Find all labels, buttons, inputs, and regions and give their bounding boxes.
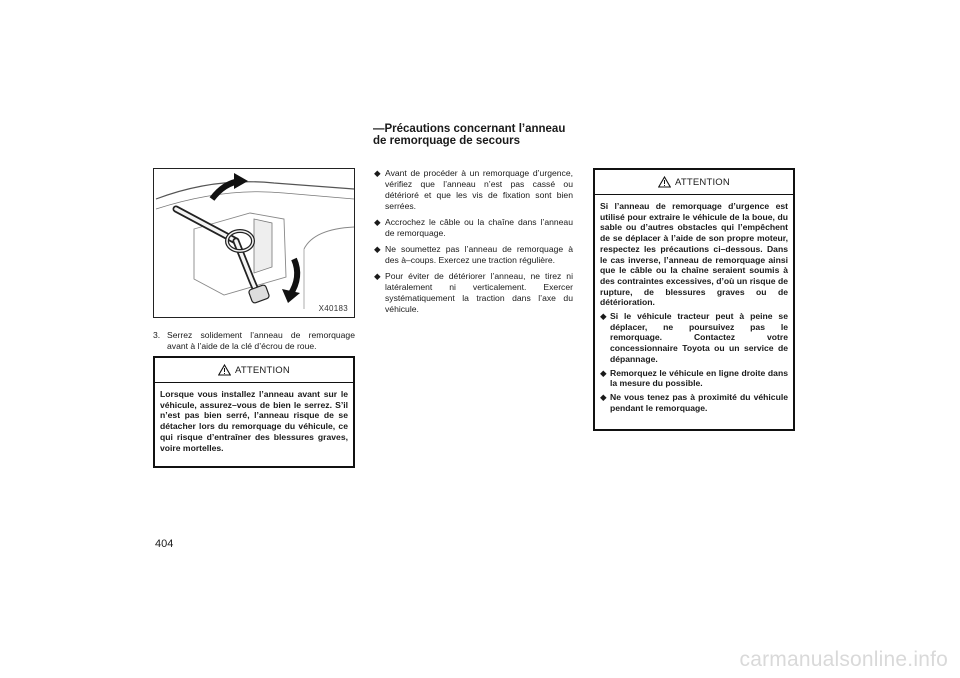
wrench-illustration bbox=[153, 168, 355, 318]
black-diamond-icon: ◆ bbox=[374, 271, 381, 281]
warning-intro: Si l’anneau de remorquage d’urgence est utilisé pour extraire le véhicule de la boue, du sable ou d’autres obstacles qui l’empêchent de se déplacer à l’aide de son propre moteur, respectez les précautions ci–dessous. Dans le cas inverse, l’anneau de remorquage ainsi que le câble ou la chaîne seraient soumis à des contraintes excessives, d’où un risque de rupture, de blessures graves ou de détérioration. bbox=[600, 201, 788, 308]
black-diamond-icon: ◆ bbox=[374, 217, 381, 227]
tow-eye-wrench-drawing bbox=[154, 169, 354, 317]
warning-header bbox=[155, 358, 353, 383]
black-diamond-icon: ◆ bbox=[600, 391, 607, 402]
warning-triangle-icon bbox=[658, 176, 671, 188]
section-heading: —Précautions concernant l’anneau de remorquage de secours bbox=[373, 123, 566, 148]
list-item: ◆ Remorquez le véhicule en ligne droite dans la mesure du possible. bbox=[600, 367, 788, 389]
precautions-list bbox=[373, 168, 573, 320]
black-diamond-icon: ◆ bbox=[600, 311, 607, 322]
warning-box-right bbox=[593, 168, 795, 431]
warning-triangle-icon bbox=[218, 364, 231, 376]
warning-box-left bbox=[153, 356, 355, 468]
watermark: carmanualsonline.info bbox=[739, 648, 948, 671]
list-item: ◆ Accrochez le câble ou la chaîne dans l’anneau de remorquage. bbox=[374, 217, 573, 238]
figure-code: X40183 bbox=[318, 304, 348, 313]
black-diamond-icon: ◆ bbox=[374, 168, 381, 178]
warning-text: Lorsque vous installez l’anneau avant sur le véhicule, assurez–vous de bien le serrez. S’il n’est pas bien serré, l’anneau risque de se détacher lors du remorquage du véhicule, ce qui risque d’entraîner des blessures graves, voire mortelles. bbox=[160, 389, 348, 453]
black-diamond-icon: ◆ bbox=[600, 367, 607, 378]
page-number: 404 bbox=[155, 538, 174, 550]
step-3 bbox=[153, 330, 355, 352]
black-diamond-icon: ◆ bbox=[374, 244, 381, 254]
warning-title: ATTENTION bbox=[235, 364, 290, 376]
step-text: Serrez solidement l’anneau de remorquage avant à l’aide de la clé d’écrou de roue. bbox=[167, 330, 355, 351]
warning-title: ATTENTION bbox=[675, 176, 730, 188]
list-item: ◆ Ne vous tenez pas à proximité du véhicule pendant le remorquage. bbox=[600, 391, 788, 413]
list-item: ◆ Pour éviter de détériorer l’anneau, ne tirez ni latéralement ni verticalement. Exercer systématiquement la traction dans l’axe du véhicule. bbox=[374, 271, 573, 314]
warning-header bbox=[595, 170, 793, 195]
step-number: 3. bbox=[153, 330, 161, 340]
list-item: ◆ Si le véhicule tracteur peut à peine se déplacer, ne poursuivez pas le remorquage. Contactez votre concessionnaire Toyota ou un service de dépannage. bbox=[600, 311, 788, 364]
list-item: ◆ Ne soumettez pas l’anneau de remorquage à des à–coups. Exercez une traction régulière. bbox=[374, 244, 573, 265]
list-item: ◆ Avant de procéder à un remorquage d’urgence, vérifiez que l’anneau n’est pas cassé ou détérioré et que les vis de fixation sont bien serrées. bbox=[374, 168, 573, 211]
